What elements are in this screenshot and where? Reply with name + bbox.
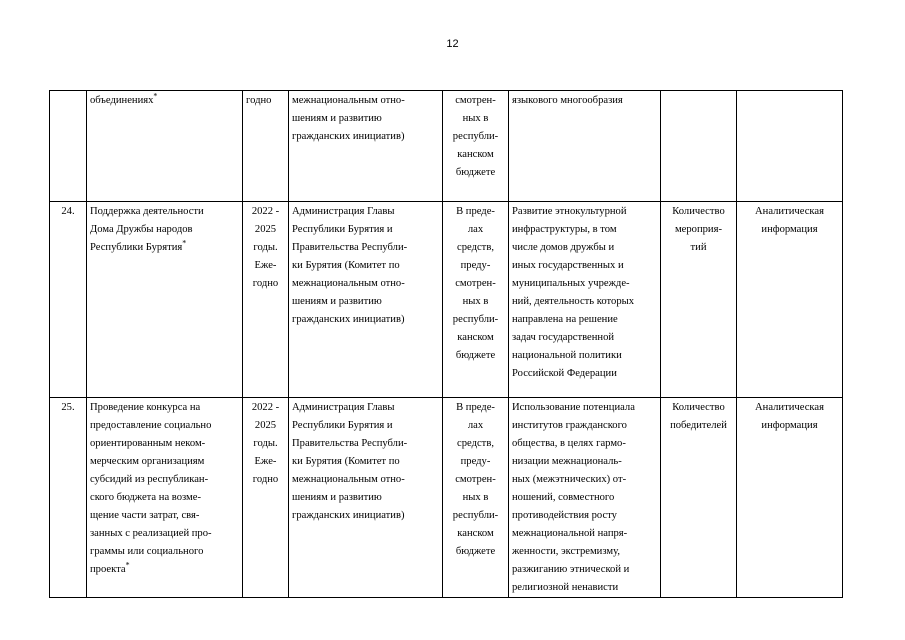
expected-result-cell: Использование потенциала институтов гражданского общества, в целях гармо- низации межнациональ- ных (межэтнических) от- ношений, совместного противодействия росту межнациональной напря- женности, экстремизму, разжиганию этнической и религиозной ненависти [509,398,661,598]
funding-cell: смотрен- ных в республи- канском бюджете [443,91,509,202]
row-number [50,91,87,202]
source-cell: Аналитическая информация [737,398,843,598]
indicator-cell [661,91,737,202]
measure-name-cell: Проведение конкурса на предоставление социально ориентированным неком- мерческим организациям субсидий из республикан- ского бюджета на возме- щение части затрат, свя- занных с реализацией про- граммы или социального проекта* [87,398,243,598]
table-row-24 [50,202,843,398]
funding-cell: В преде- лах средств, преду- смотрен- ных в республи- канском бюджете [443,202,509,398]
row-number: 24. [50,202,87,398]
executor-cell: Администрация Главы Республики Бурятия и Правительства Республи- ки Бурятия (Комитет по межнациональным отно- шениям и развитию гражданских инициатив) [289,202,443,398]
measures-table [49,90,843,598]
source-cell [737,91,843,202]
expected-result-cell: Развитие этнокультурной инфраструктуры, в том числе домов дружбы и иных государственных и муниципальных учрежде- ний, деятельность которых направлена на решение задач государственной национальной политики Российской Федерации [509,202,661,398]
footnote-asterisk: * [182,238,187,248]
executor-cell: Администрация Главы Республики Бурятия и Правительства Республи- ки Бурятия (Комитет по межнациональным отно- шениям и развитию гражданских инициатив) [289,398,443,598]
indicator-cell: Количество мероприя- тий [661,202,737,398]
measure-name-cell: объединениях* [87,91,243,202]
source-cell: Аналитическая информация [737,202,843,398]
indicator-cell: Количество победителей [661,398,737,598]
period-cell: 2022 - 2025 годы. Еже- годно [243,202,289,398]
period-cell: годно [243,91,289,202]
measure-name-cell: Поддержка деятельности Дома Дружбы народов Республики Бурятия* [87,202,243,398]
page-number: 12 [446,38,459,50]
executor-cell: межнациональным отно- шениям и развитию гражданских инициатив) [289,91,443,202]
table-row-continuation [50,91,843,202]
footnote-asterisk: * [125,560,130,570]
expected-result-cell: языкового многообразия [509,91,661,202]
row-number: 25. [50,398,87,598]
period-cell: 2022 - 2025 годы. Еже- годно [243,398,289,598]
funding-cell: В преде- лах средств, преду- смотрен- ных в республи- канском бюджете [443,398,509,598]
footnote-asterisk: * [153,91,158,101]
table-row-25 [50,398,843,598]
